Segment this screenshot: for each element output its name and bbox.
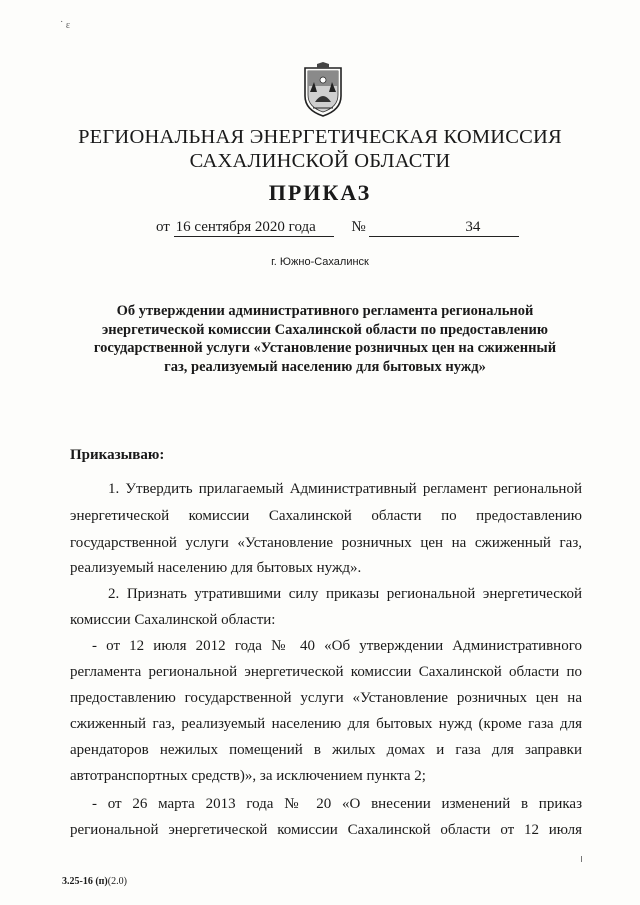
date-prefix: от bbox=[156, 219, 170, 235]
document-type: ПРИКАЗ bbox=[268, 180, 372, 205]
order-number: 34 bbox=[369, 219, 519, 237]
order-date: 16 сентября 2020 года bbox=[174, 219, 334, 237]
number-prefix: № bbox=[351, 219, 366, 235]
body-line: государственной услуги «Установление розничных цен на сжиженный газ, bbox=[70, 535, 582, 551]
body-line: региональной энергетической комиссии Сахалинской области от 12 июля bbox=[70, 822, 582, 838]
organization-name-line2: САХАЛИНСКОЙ ОБЛАСТИ bbox=[189, 150, 451, 172]
body-line: регламента региональной энергетической комиссии Сахалинской области по bbox=[70, 664, 582, 680]
body-line: автотранспортных средств)», за исключением пункта 2; bbox=[70, 768, 426, 784]
title-line: энергетической комиссии Сахалинской области по предоставлению bbox=[102, 321, 548, 338]
body-line: реализуемый населению для бытовых нужд». bbox=[70, 560, 362, 576]
scan-artifact: ˙ ɛ bbox=[60, 20, 71, 31]
body-line: арендаторов нежилых помещений в жилых домах и газа для заправки bbox=[70, 742, 582, 758]
body-line: 1. Утвердить прилагаемый Административный регламент региональной bbox=[108, 481, 582, 497]
document-code bbox=[62, 876, 127, 887]
document-code-version: (2.0) bbox=[107, 876, 127, 887]
title-line: газ, реализуемый населению для бытовых нужд» bbox=[164, 358, 486, 375]
order-directive: Приказываю: bbox=[70, 447, 165, 463]
body-line: энергетической комиссии Сахалинской области по предоставлению bbox=[70, 508, 582, 524]
title-line: Об утверждении административного регламента региональной bbox=[116, 303, 534, 319]
body-line: комиссии Сахалинской области: bbox=[70, 612, 276, 628]
coat-of-arms-icon bbox=[301, 62, 345, 118]
title-line: государственной услуги «Установление розничных цен на сжиженный bbox=[93, 340, 557, 356]
city: г. Южно-Сахалинск bbox=[271, 256, 369, 268]
body-line: 2. Признать утратившими силу приказы региональной энергетической bbox=[108, 586, 582, 602]
body-line: сжиженный газ, реализуемый населению для бытовых нужд (кроме газа для bbox=[70, 716, 582, 732]
order-title bbox=[70, 302, 580, 376]
body-line: - от 26 марта 2013 года № 20 «О внесении изменений в приказ bbox=[92, 796, 582, 812]
body-line: - от 12 июля 2012 года № 40 «Об утверждении Административного bbox=[92, 638, 582, 654]
organization-name-line1: РЕГИОНАЛЬНАЯ ЭНЕРГЕТИЧЕСКАЯ КОМИССИЯ bbox=[78, 126, 562, 148]
document-code-main: 3.25-16 (п) bbox=[62, 876, 108, 887]
date-number-line bbox=[156, 219, 519, 237]
scan-artifact bbox=[581, 856, 582, 862]
body-line: предоставлению государственной услуги «Установление розничных цен на bbox=[70, 690, 582, 706]
